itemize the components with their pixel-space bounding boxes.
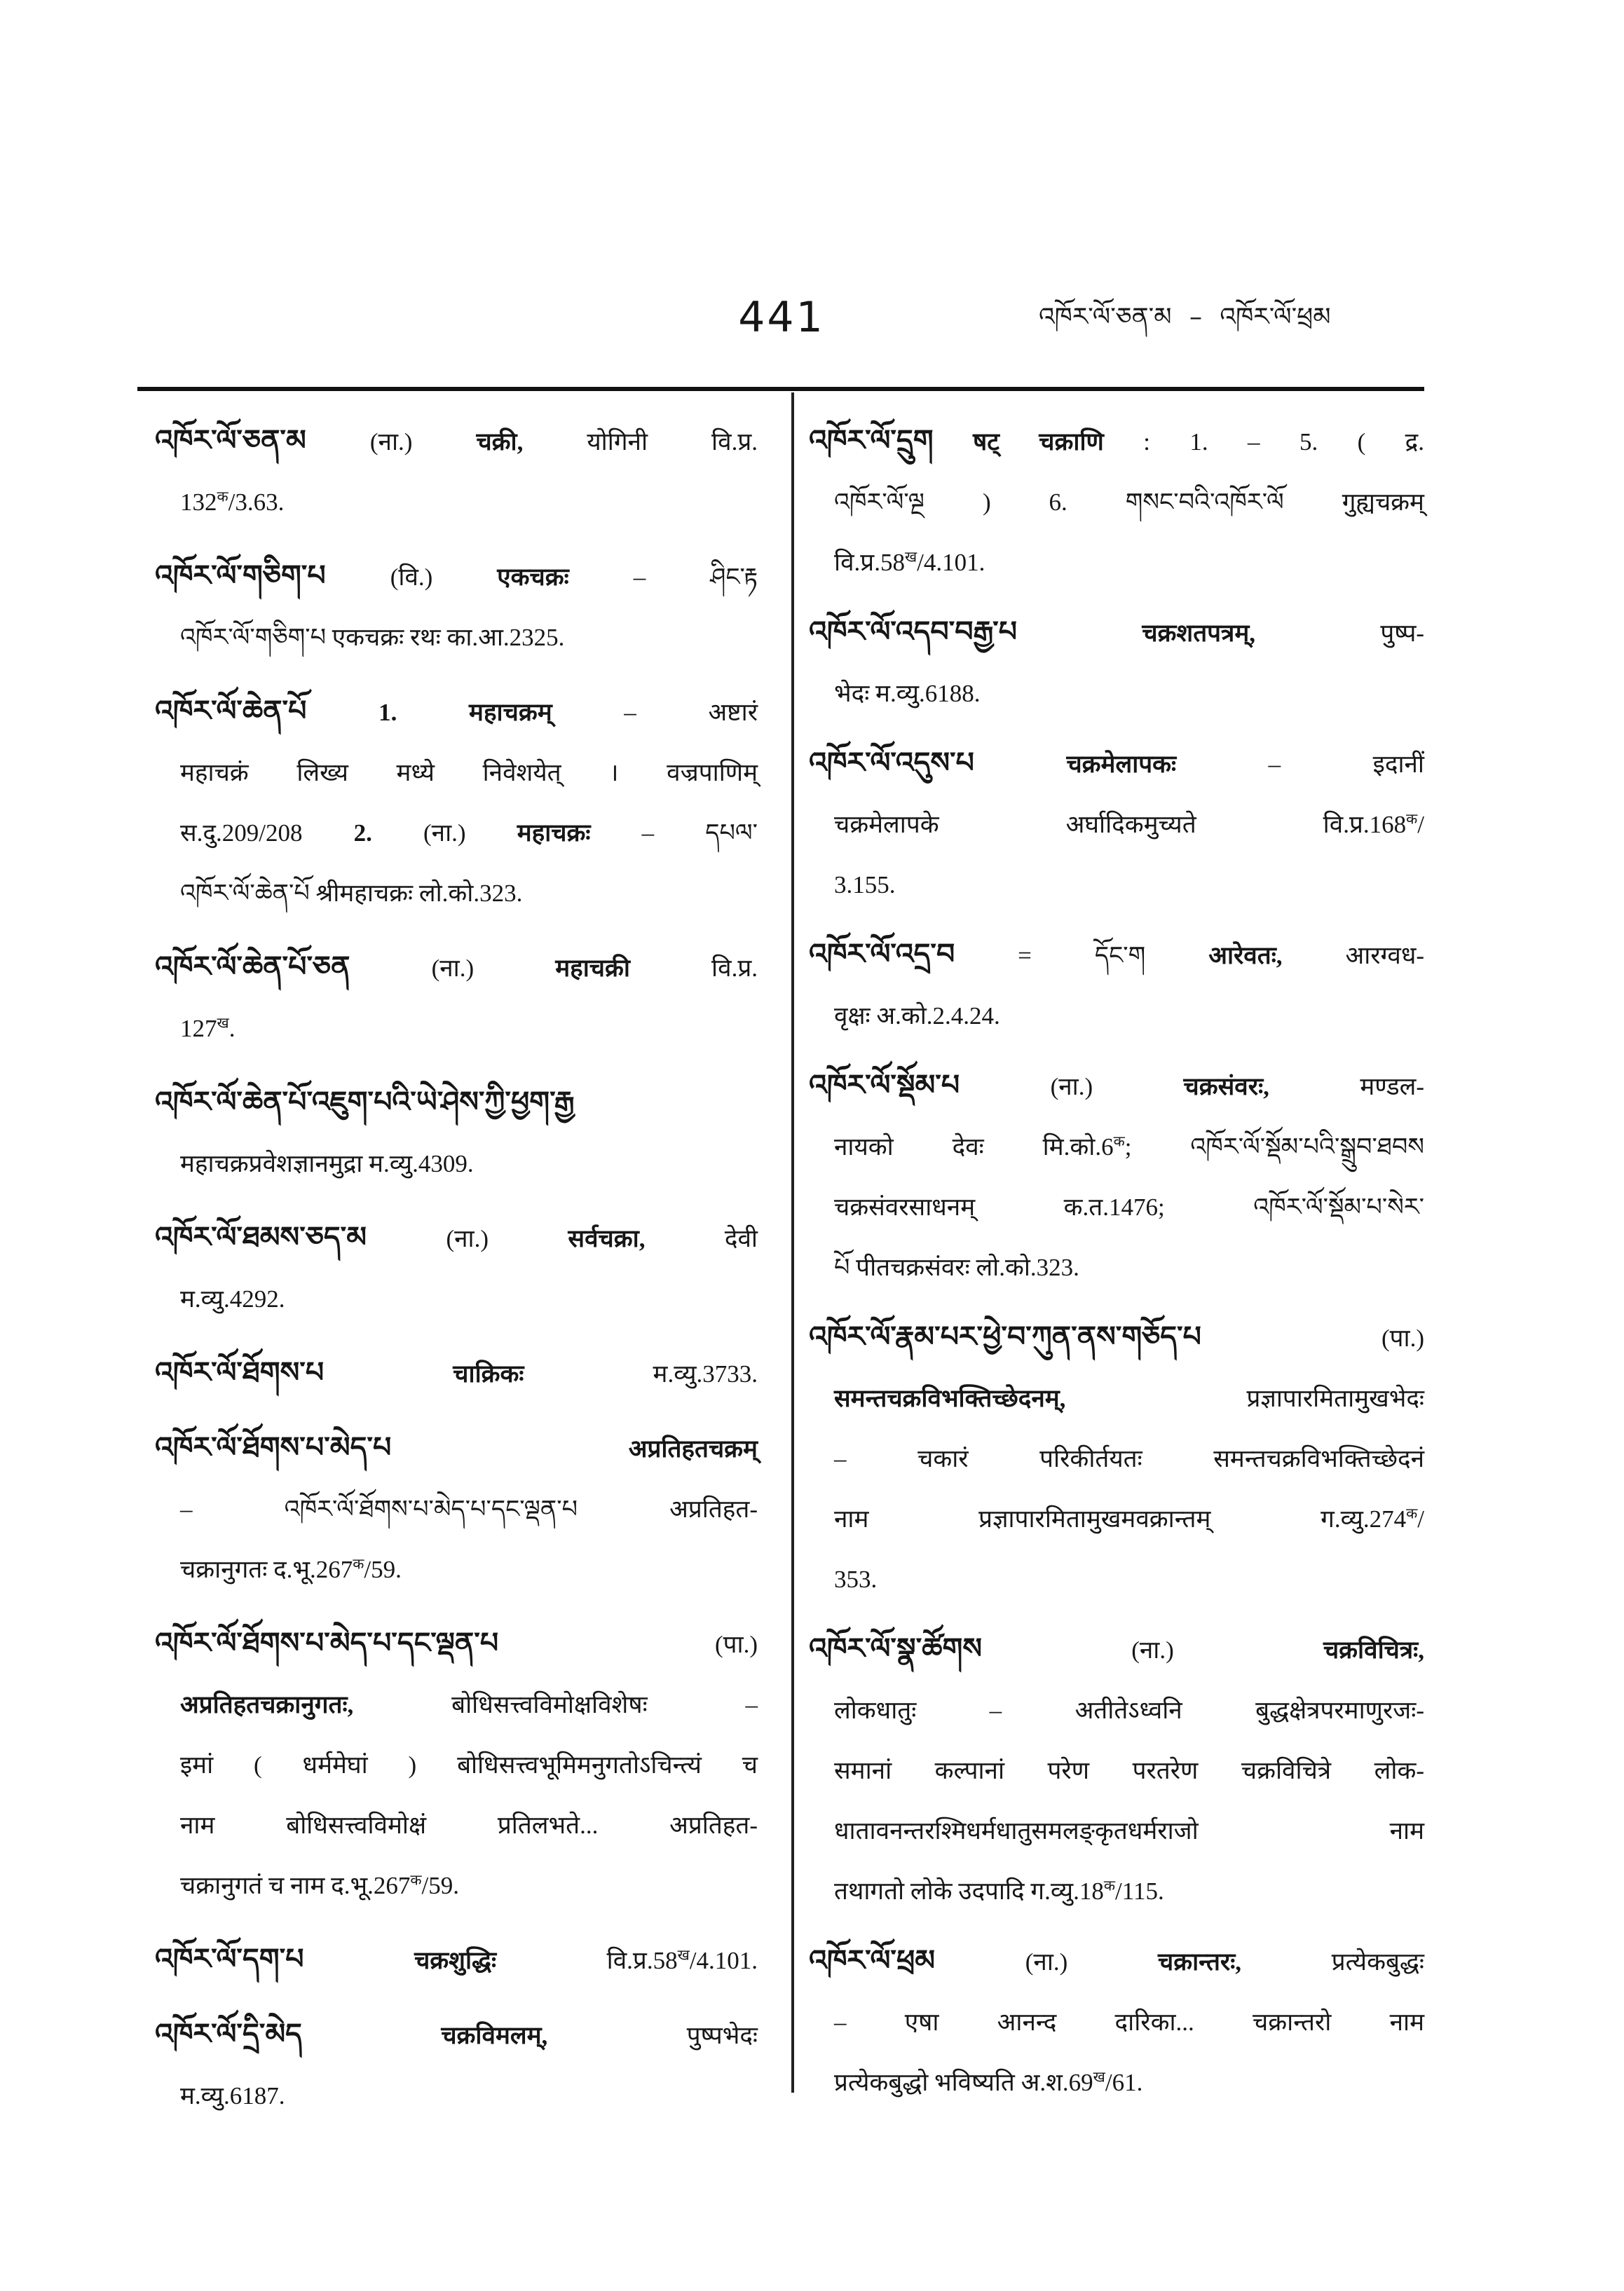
text-segment: – དཔལ་ <box>590 819 758 847</box>
text-segment: चक्रानुगतं च नाम द.भू.267 <box>180 1872 411 1899</box>
entry-continuation-line <box>155 999 758 1059</box>
sanskrit-equivalent: चक्रविचित्रः, <box>1323 1636 1424 1664</box>
entry-continuation-line <box>155 1269 758 1329</box>
entry-first-line <box>155 1072 758 1134</box>
text-segment: (ना.) <box>431 955 556 982</box>
sanskrit-equivalent: चक्रशुद्धिः <box>414 1947 497 1974</box>
text-segment: प्रत्येकबुद्धो भविष्यति अ.श.69 <box>834 2069 1093 2096</box>
sanskrit-equivalent: चक्री, <box>476 428 524 456</box>
headword: འཁོར་ལོ་ཐམས་ཅད་མ <box>155 1220 367 1254</box>
text-segment: /3.63. <box>228 488 285 516</box>
entry-continuation-line <box>155 472 758 533</box>
text-segment: 353. <box>834 1566 878 1593</box>
entry-continuation-line <box>155 1134 758 1194</box>
sanskrit-equivalent: अप्रतिहतचक्रम् <box>628 1435 758 1463</box>
text-segment: धातावनन्तरश्मिधर्मधातुसमलङ्कृतधर्मराजो नाम <box>834 1817 1424 1845</box>
text-segment: आरग्वध- <box>1282 942 1425 969</box>
entry-first-line <box>809 924 1424 986</box>
dictionary-entry <box>809 601 1424 724</box>
sanskrit-equivalent: चक्रान्तरः, <box>1158 1948 1242 1976</box>
sanskrit-equivalent: चक्रविमलम्, <box>441 2022 548 2049</box>
dictionary-entry <box>155 1929 758 1991</box>
text-segment: : 1. – 5. ( द्र. <box>1103 428 1424 456</box>
entry-continuation-line <box>809 1429 1424 1489</box>
text-segment: – इदानीं <box>1176 751 1425 778</box>
entry-first-line <box>155 1207 758 1269</box>
running-head: འཁོར་ལོ་ཅན་མ – འཁོར་ལོ་ཕྲམ <box>1039 303 1331 331</box>
text-segment: (वि.) <box>390 563 498 591</box>
text-segment: वि.प्र. <box>629 955 758 982</box>
entry-continuation-line <box>809 533 1424 593</box>
entry-continuation-line <box>155 2066 758 2126</box>
text-segment: नायको देवः मि.को.6 <box>834 1133 1114 1161</box>
entry-continuation-line <box>809 1177 1424 1238</box>
sanskrit-equivalent: चाक्रिकः <box>453 1360 524 1388</box>
headword: འཁོར་ལོ་དྲི་མེད <box>155 2017 302 2051</box>
entry-first-line <box>809 732 1424 795</box>
entry-continuation-line <box>809 1550 1424 1610</box>
entry-continuation-line <box>155 1735 758 1796</box>
folio-side-marker: क <box>1103 1877 1116 1894</box>
folio-side-marker: ख <box>677 1946 690 1964</box>
text-segment: འཁོར་ལོ་ལྔ ) 6. གསང་བའི་འཁོར་ལོ गुह्यचक्रम् <box>834 488 1424 516</box>
text-segment: (ना.) <box>1025 1948 1158 1976</box>
sanskrit-equivalent: 2. <box>353 819 372 847</box>
entry-first-line <box>155 1417 758 1479</box>
folio-side-marker: क <box>1113 1133 1125 1150</box>
headword: འཁོར་ལོ་ཐོགས་པ་མེད་པ་དང་ལྡན་པ <box>155 1626 499 1660</box>
text-segment: /4.101. <box>689 1947 758 1974</box>
headword: འཁོར་ལོ་ཆེན་པོ <box>155 694 307 727</box>
text-segment: चक्रमेलापके अर्घादिकमुच्यते वि.प्र.168 <box>834 811 1407 838</box>
text-segment: /59. <box>364 1556 402 1583</box>
left-column <box>155 410 758 2126</box>
text-segment: म.व्यु.3733. <box>524 1360 758 1388</box>
headword: འཁོར་ལོ་རྣམ་པར་ཕྱེ་བ་ཀུན་ནས་གཅོད་པ <box>809 1320 1201 1353</box>
entry-first-line <box>809 1618 1424 1681</box>
entry-continuation-line <box>155 1479 758 1540</box>
headword: འཁོར་ལོ་ཆེན་པོ་ཅན <box>155 950 350 983</box>
entry-first-line <box>155 545 758 608</box>
text-segment: म.व्यु.6187. <box>180 2082 285 2109</box>
headword: འཁོར་ལོ་དྲུག <box>809 423 934 457</box>
headword: འཁོར་ལོ་སྣ་ཚོགས <box>809 1632 983 1665</box>
sanskrit-equivalent: एकचक्रः <box>497 563 569 591</box>
headword: འཁོར་ལོ་གཅིག་པ <box>155 559 326 592</box>
text-segment: भेदः म.व्यु.6188. <box>834 680 981 707</box>
text-segment: स.दु.209/208 <box>180 819 354 847</box>
text-segment: = དོང་ག <box>1018 942 1209 969</box>
dictionary-entry <box>155 545 758 668</box>
sanskrit-equivalent: सर्वचक्रा, <box>568 1225 646 1252</box>
text-segment: नाम प्रज्ञापारमितामुखमवक्रान्तम् ग.व्यु.274 <box>834 1505 1407 1533</box>
dictionary-entry <box>155 1417 758 1600</box>
entry-first-line <box>809 601 1424 664</box>
entry-first-line <box>155 681 758 743</box>
headword: འཁོར་ལོ་ཐོགས་པ་མེད་པ <box>155 1430 392 1464</box>
sanskrit-equivalent: समन्तचक्रविभक्तिच्छेदनम्, <box>834 1385 1066 1412</box>
entry-first-line <box>809 410 1424 472</box>
entry-continuation-line <box>809 1369 1424 1429</box>
sanskrit-equivalent: चक्रसंवरः, <box>1183 1073 1269 1100</box>
headword: འཁོར་ལོ་ཆེན་པོ་འཇུག་པའི་ཡེ་ཤེས་ཀྱི་ཕྱག་རྒྱ <box>155 1085 575 1119</box>
entry-continuation-line <box>155 608 758 668</box>
text-segment: 132 <box>180 488 217 516</box>
entry-continuation-line <box>155 803 758 863</box>
entry-first-line <box>155 410 758 472</box>
text-segment: – चकारं परिकीर्तयतः समन्तचक्रविभक्तिच्छेदनं <box>834 1445 1424 1472</box>
entry-continuation-line <box>809 1992 1424 2053</box>
text-segment: /61. <box>1105 2069 1143 2096</box>
text-segment: (पा.) <box>714 1631 758 1658</box>
text-segment: – अष्टारं <box>552 699 758 726</box>
text-segment: (ना.) <box>369 428 477 456</box>
entry-continuation-line <box>809 1238 1424 1298</box>
text-segment: मण्डल- <box>1269 1073 1424 1100</box>
folio-side-marker: ख <box>217 1014 229 1032</box>
folio-side-marker: क <box>410 1871 422 1889</box>
entry-continuation-line <box>155 1796 758 1856</box>
text-segment: तथागतो लोके उदपादि ग.व्यु.18 <box>834 1878 1104 1905</box>
entry-continuation-line <box>809 986 1424 1046</box>
entry-continuation-line <box>809 2053 1424 2113</box>
entry-continuation-line <box>809 1801 1424 1861</box>
headword: འཁོར་ལོ་ཕྲམ <box>809 1943 936 1977</box>
dictionary-entry <box>809 1306 1424 1610</box>
text-segment: म.व्यु.4292. <box>180 1285 285 1313</box>
text-segment: /4.101. <box>917 549 985 576</box>
text-segment: प्रज्ञापारमितामुखभेदः <box>1065 1385 1424 1412</box>
entry-first-line <box>155 1929 758 1991</box>
entry-continuation-line <box>155 1540 758 1600</box>
dictionary-entry <box>155 2004 758 2126</box>
sanskrit-equivalent: चक्रशतपत्रम्, <box>1142 620 1256 647</box>
entry-first-line <box>809 1306 1424 1369</box>
page-number: 441 <box>738 293 825 342</box>
text-segment: འཁོར་ལོ་གཅིག་པ एकचक्रः रथः का.आ.2325. <box>180 624 565 651</box>
folio-side-marker: क <box>1406 810 1418 828</box>
entry-continuation-line <box>155 1675 758 1735</box>
text-segment: वृक्षः अ.को.2.4.24. <box>834 1002 1000 1030</box>
dictionary-entry <box>155 1342 758 1404</box>
text-segment: प्रत्येकबुद्धः <box>1241 1948 1424 1976</box>
text-segment: . <box>228 1015 236 1042</box>
column-divider <box>791 392 794 2093</box>
folio-side-marker: ख <box>904 548 917 566</box>
text-segment: वि.प्र.58 <box>834 549 905 576</box>
sanskrit-equivalent: महाचक्री <box>555 955 630 982</box>
text-segment: 3.155. <box>834 871 896 898</box>
sanskrit-equivalent: 1. महाचक्रम् <box>378 699 552 726</box>
entry-continuation-line <box>809 795 1424 855</box>
dictionary-entry <box>809 732 1424 915</box>
headword: འཁོར་ལོ་འདབ་བརྒྱ་པ <box>809 615 1018 648</box>
text-segment: (ना.) <box>1131 1636 1323 1664</box>
text-segment: འཁོར་ལོ་ཆེན་པོ श्रीमहाचक्रः लो.को.323. <box>180 880 523 907</box>
headword: འཁོར་ལོ་སྡོམ་པ <box>809 1068 960 1102</box>
text-segment: /59. <box>421 1872 459 1899</box>
text-segment: लोकधातुः – अतीतेऽध्वनि बुद्धक्षेत्रपरमाणुरजः- <box>834 1697 1424 1724</box>
entry-continuation-line <box>809 472 1424 533</box>
entry-first-line <box>155 1613 758 1675</box>
right-column <box>809 410 1424 2113</box>
text-segment: – ཤིང་རྟ <box>568 563 758 591</box>
text-segment: योगिनी वि.प्र. <box>523 428 758 456</box>
entry-continuation-line <box>155 1856 758 1916</box>
headword: འཁོར་ལོ་དག་པ <box>155 1942 304 1976</box>
dictionary-entry <box>809 924 1424 1046</box>
text-segment: (ना.) <box>371 819 517 847</box>
headword: འཁོར་ལོ་ཅན་མ <box>155 423 306 457</box>
entry-continuation-line <box>809 1741 1424 1801</box>
entry-continuation-line <box>809 1861 1424 1922</box>
text-segment: चक्रानुगतः द.भू.267 <box>180 1556 353 1583</box>
text-segment: इमां ( धर्ममेघां ) बोधिसत्त्वभूमिमनुगतोऽचिन्त्यं च <box>180 1751 758 1779</box>
entry-continuation-line <box>155 863 758 924</box>
entry-first-line <box>155 1342 758 1404</box>
entry-continuation-line <box>809 855 1424 915</box>
entry-continuation-line <box>809 1681 1424 1741</box>
entry-continuation-line <box>809 1489 1424 1550</box>
headword: འཁོར་ལོ་ཐོགས་པ <box>155 1355 325 1389</box>
dictionary-entry <box>155 1072 758 1194</box>
sanskrit-equivalent: अप्रतिहतचक्रानुगतः, <box>180 1691 354 1718</box>
dictionary-entry <box>155 681 758 924</box>
top-rule <box>137 387 1424 391</box>
text-segment: महाचक्रप्रवेशज्ञानमुद्रा म.व्यु.4309. <box>180 1150 474 1177</box>
dictionary-entry <box>809 410 1424 593</box>
folio-side-marker: ख <box>1093 2068 1105 2086</box>
entry-continuation-line <box>155 743 758 803</box>
text-segment: वि.प्र.58 <box>496 1947 678 1974</box>
dictionary-entry <box>809 1055 1424 1298</box>
dictionary-entry <box>155 1613 758 1916</box>
text-segment: महाचक्रं लिख्य मध्ये निवेशयेत् । वज्रपाणिम् <box>180 759 758 786</box>
entry-first-line <box>155 936 758 999</box>
entry-continuation-line <box>809 664 1424 724</box>
dictionary-entry <box>809 1618 1424 1922</box>
text-segment: / <box>1417 811 1424 838</box>
text-segment: 127 <box>180 1015 217 1042</box>
dictionary-entry <box>155 1207 758 1329</box>
text-segment: नाम बोधिसत्त्वविमोक्षं प्रतिलभते... अप्रतिहत- <box>180 1812 758 1839</box>
folio-side-marker: क <box>1406 1505 1418 1522</box>
dictionary-entry <box>809 1930 1424 2113</box>
headword: འཁོར་ལོ་འདྲ་བ <box>809 937 955 971</box>
entry-first-line <box>155 2004 758 2066</box>
folio-side-marker: क <box>353 1555 364 1573</box>
text-segment: समानां कल्पानां परेण परतरेण चक्रविचित्रे लोक- <box>834 1757 1424 1784</box>
text-segment: ; འཁོར་ལོ་སྡོམ་པའི་སྒྲུབ་ཐབས <box>1124 1133 1424 1161</box>
sanskrit-equivalent: चक्रमेलापकः <box>1066 751 1177 778</box>
dictionary-entry <box>155 936 758 1059</box>
text-segment: པོ पीतचक्रसंवरः लो.को.323. <box>834 1254 1079 1281</box>
text-segment: पुष्प- <box>1255 620 1425 647</box>
text-segment: – एषा आनन्द दारिका... चक्रान्तरो नाम <box>834 2009 1424 2036</box>
entry-first-line <box>809 1055 1424 1117</box>
text-segment: (ना.) <box>1050 1073 1184 1100</box>
text-segment: (पा.) <box>1381 1325 1424 1352</box>
sanskrit-equivalent: षट् चक्राणि <box>973 428 1104 456</box>
headword: འཁོར་ལོ་འདུས་པ <box>809 746 974 779</box>
text-segment: देवी <box>645 1225 758 1252</box>
text-segment: /115. <box>1115 1878 1164 1905</box>
sanskrit-equivalent: आरेवतः, <box>1208 942 1283 969</box>
text-segment: बोधिसत्त्वविमोक्षविशेषः – <box>353 1691 758 1718</box>
entry-first-line <box>809 1930 1424 1992</box>
text-segment: – འཁོར་ལོ་ཐོགས་པ་མེད་པ་དང་ལྡན་པ अप्रतिहत- <box>180 1496 758 1523</box>
folio-side-marker: क <box>217 488 228 505</box>
text-segment: / <box>1417 1505 1424 1533</box>
dictionary-entry <box>155 410 758 533</box>
text-segment: चक्रसंवरसाधनम् क.त.1476; འཁོར་ལོ་སྡོམ་པ་སེར་ <box>834 1194 1424 1221</box>
text-segment: पुष्पभेदः <box>547 2022 758 2049</box>
entry-continuation-line <box>809 1117 1424 1177</box>
sanskrit-equivalent: महाचक्रः <box>517 819 591 847</box>
text-segment: (ना.) <box>446 1225 568 1252</box>
